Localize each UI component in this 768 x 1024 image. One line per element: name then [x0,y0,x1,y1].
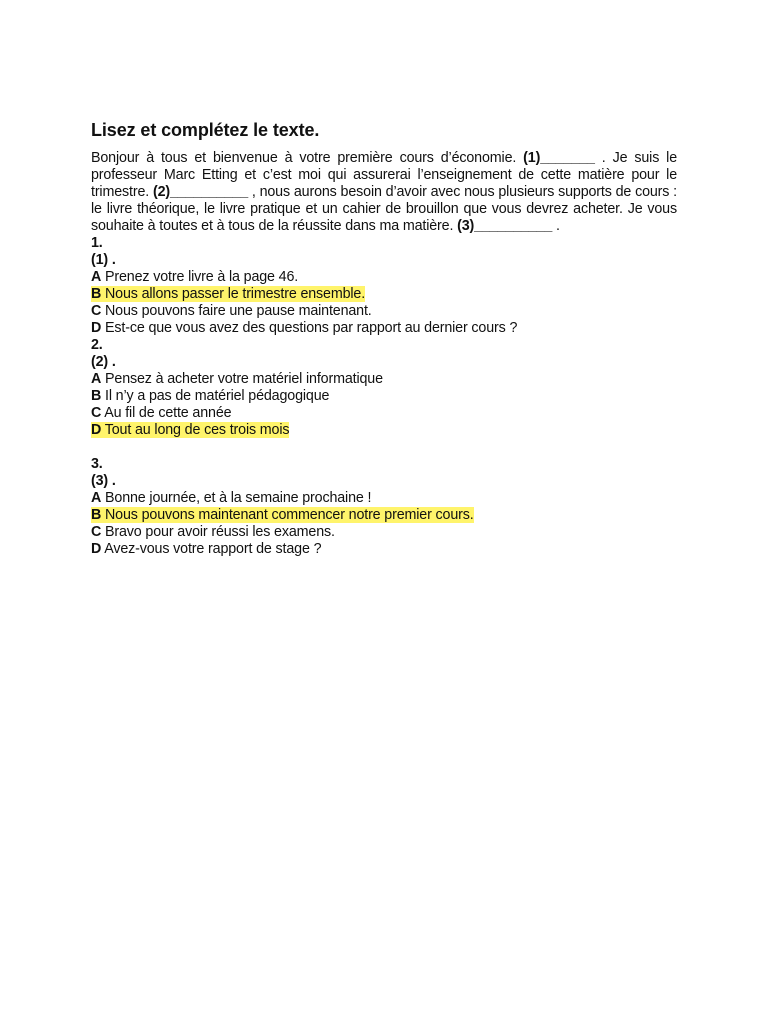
option-text: Nous pouvons faire une pause maintenant. [101,303,372,319]
option-c [91,524,677,541]
option-text: Avez-vous votre rapport de stage ? [101,541,322,557]
question-3 [91,456,677,558]
option-c [91,405,677,422]
spacer [91,439,677,456]
question-1 [91,235,677,337]
option-letter: C [91,303,102,319]
question-number: 3. [91,456,103,472]
question-blank: (3) . [91,473,116,489]
question-number: 2. [91,337,103,353]
blank-1: (1)_______ [523,150,595,166]
option-d [91,320,677,337]
option-letter: A [91,490,102,506]
blank-3: (3)__________ [457,218,553,234]
option-text: Bonne journée, et à la semaine prochaine ! [101,490,372,506]
option-letter: D [91,422,102,438]
option-text: Nous allons passer le trimestre ensemble. [101,286,366,302]
question-2 [91,337,677,439]
page-title: Lisez et complétez le texte. [91,120,320,140]
option-letter: D [91,320,102,336]
exercise-text [91,150,677,235]
question-blank: (2) . [91,354,116,370]
option-a [91,269,677,286]
option-b [91,388,677,405]
text-segment: . [552,218,560,234]
text-segment: Bonjour à tous et bienvenue à votre première cours d’économie. [91,150,524,166]
option-letter: B [91,507,102,523]
document-page [91,118,677,558]
option-letter: C [91,524,102,540]
option-letter: A [91,371,102,387]
option-a [91,490,677,507]
option-text: Au fil de cette année [101,405,232,421]
option-d [91,422,677,439]
option-text: Pensez à acheter votre matériel informatique [101,371,383,387]
option-text: Bravo pour avoir réussi les examens. [101,524,335,540]
option-b [91,286,677,303]
option-b [91,507,677,524]
option-text: Tout au long de ces trois mois [101,422,290,438]
option-letter: A [91,269,102,285]
question-blank: (1) . [91,252,116,268]
option-text: Nous pouvons maintenant commencer notre premier cours. [101,507,474,523]
option-letter: C [91,405,102,421]
text-segment: . Je suis le professeur Marc Etting et c’est moi qui assurerai l’enseignement de cette matière pour le trimestre. [91,150,677,200]
option-c [91,303,677,320]
option-d [91,541,677,558]
text-segment: , nous aurons besoin d’avoir avec nous plusieurs supports de cours : le livre théorique, le livre pratique et un cahier de brouillon que vous devrez acheter. Je vous souhaite à toutes et à tous de la réussite dans ma matière. [91,184,677,234]
option-letter: B [91,286,102,302]
option-a [91,371,677,388]
question-number: 1. [91,235,103,251]
option-text: Prenez votre livre à la page 46. [101,269,299,285]
blank-2: (2)__________ [152,184,248,200]
option-text: Il n’y a pas de matériel pédagogique [101,388,330,404]
option-text: Est-ce que vous avez des questions par rapport au dernier cours ? [101,320,518,336]
option-letter: B [91,388,102,404]
option-letter: D [91,541,102,557]
